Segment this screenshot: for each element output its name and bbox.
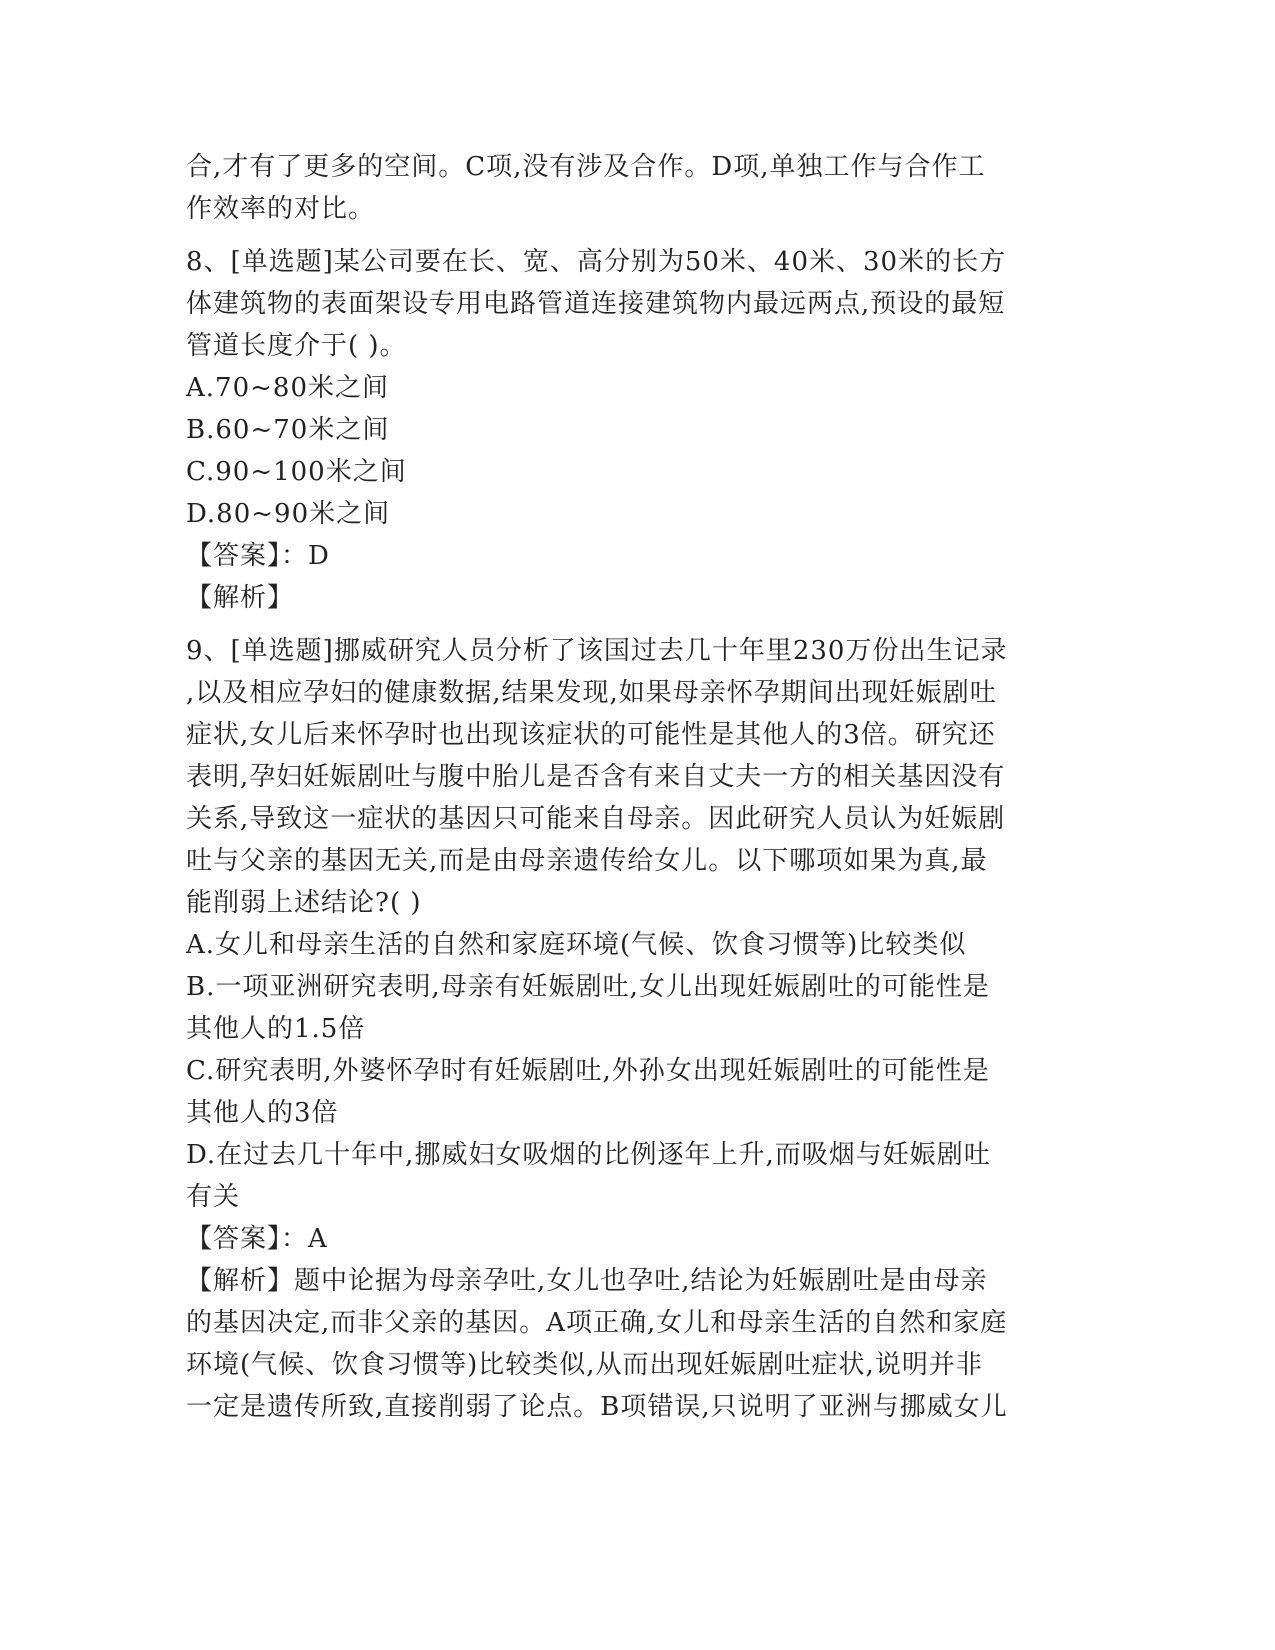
answer-line: 【答案】：A bbox=[186, 1224, 328, 1254]
analysis-line: 【解析】 bbox=[186, 583, 295, 613]
question-stem-line: 症状,女儿后来怀孕时也出现该症状的可能性是其他人的3倍。研究还 bbox=[186, 720, 996, 750]
question-stem-line: 体建筑物的表面架设专用电路管道连接建筑物内最远两点,预设的最短 bbox=[186, 289, 1006, 319]
option-d: D.80~90米之间 bbox=[186, 499, 391, 529]
question-stem-line: 关系,导致这一症状的基因只可能来自母亲。因此研究人员认为妊娠剧 bbox=[186, 804, 1006, 834]
option-d-continued: 有关 bbox=[186, 1182, 241, 1212]
analysis-line: 的基因决定,而非父亲的基因。A项正确,女儿和母亲生活的自然和家庭 bbox=[186, 1308, 1008, 1338]
answer-line: 【答案】：D bbox=[186, 541, 330, 571]
option-b-continued: 其他人的1.5倍 bbox=[186, 1014, 366, 1044]
intro-paragraph bbox=[186, 146, 1086, 230]
option-b: B.一项亚洲研究表明,母亲有妊娠剧吐,女儿出现妊娠剧吐的可能性是 bbox=[186, 972, 990, 1002]
option-c: C.研究表明,外婆怀孕时有妊娠剧吐,外孙女出现妊娠剧吐的可能性是 bbox=[186, 1056, 990, 1086]
option-c-continued: 其他人的3倍 bbox=[186, 1098, 339, 1128]
question-stem-line: 管道长度介于( )。 bbox=[186, 331, 407, 361]
question-stem-line: ,以及相应孕妇的健康数据,结果发现,如果母亲怀孕期间出现妊娠剧吐 bbox=[186, 678, 997, 708]
question-stem-line: 能削弱上述结论?( ) bbox=[186, 888, 422, 918]
analysis-line: 环境(气候、饮食习惯等)比较类似,从而出现妊娠剧吐症状,说明并非 bbox=[186, 1350, 983, 1380]
question-stem-line: 表明,孕妇妊娠剧吐与腹中胎儿是否含有来自丈夫一方的相关基因没有 bbox=[186, 762, 1006, 792]
option-d: D.在过去几十年中,挪威妇女吸烟的比例逐年上升,而吸烟与妊娠剧吐 bbox=[186, 1140, 991, 1170]
analysis-line: 一定是遗传所致,直接削弱了论点。B项错误,只说明了亚洲与挪威女儿 bbox=[186, 1392, 1008, 1422]
question-stem-line: 吐与父亲的基因无关,而是由母亲遗传给女儿。以下哪项如果为真,最 bbox=[186, 846, 988, 876]
option-a: A.女儿和母亲生活的自然和家庭环境(气候、饮食习惯等)比较类似 bbox=[186, 930, 967, 960]
question-8 bbox=[186, 241, 1086, 619]
question-stem-line: 8、[单选题]某公司要在长、宽、高分别为50米、40米、30米的长方 bbox=[186, 247, 1007, 277]
option-a: A.70~80米之间 bbox=[186, 373, 389, 403]
analysis-line: 【解析】题中论据为母亲孕吐,女儿也孕吐,结论为妊娠剧吐是由母亲 bbox=[186, 1266, 988, 1296]
text-line: 作效率的对比。 bbox=[186, 194, 376, 224]
option-b: B.60~70米之间 bbox=[186, 415, 390, 445]
question-stem-line: 9、[单选题]挪威研究人员分析了该国过去几十年里230万份出生记录 bbox=[186, 636, 1008, 666]
option-c: C.90~100米之间 bbox=[186, 457, 407, 487]
text-line: 合,才有了更多的空间。C项,没有涉及合作。D项,单独工作与合作工 bbox=[186, 152, 986, 182]
question-9 bbox=[186, 630, 1086, 1428]
document-page bbox=[186, 146, 1086, 1428]
